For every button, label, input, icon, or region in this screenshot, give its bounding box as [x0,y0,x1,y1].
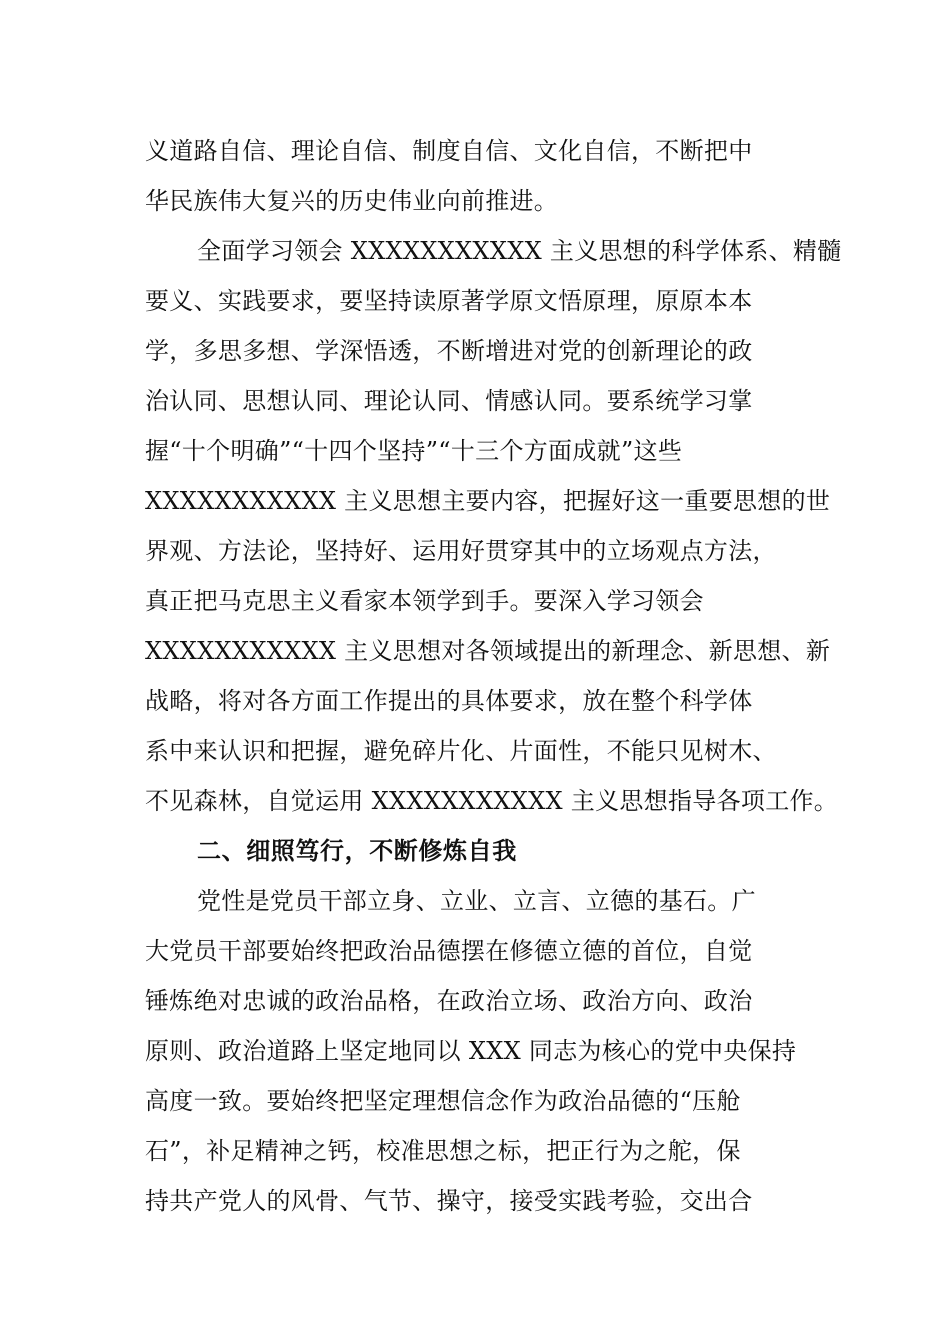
text-line: 锤炼绝对忠诚的政治品格，在政治立场、政治方向、政治 [145,987,753,1015]
text-line: 系中来认识和把握，避免碎片化、片面性，不能只见树木、 [145,737,777,765]
text-line: 大党员干部要始终把政治品德摆在修德立德的首位，自觉 [145,937,753,965]
text-line: 真正把马克思主义看家本领学到手。要深入学习领会 [145,587,704,615]
text-line: 不见森林，自觉运用 XXXXXXXXXXX 主义思想指导各项工作。 [145,787,839,815]
text-line: XXXXXXXXXXX 主义思想主要内容，把握好这一重要思想的世 [145,487,831,515]
text-line: 要义、实践要求，要坚持读原著学原文悟原理，原原本本 [145,287,753,315]
paragraph-first-line: 全面学习领会 XXXXXXXXXXX 主义思想的科学体系、精髓 [197,237,842,265]
text-line: 石”，补足精神之钙，校准思想之标，把正行为之舵，保 [145,1137,741,1165]
text-line: 持共产党人的风骨、气节、操守，接受实践考验，交出合 [145,1187,753,1215]
text-line: 握“十个明确”“十四个坚持”“十三个方面成就”这些 [145,437,683,465]
section-heading: 二、细照笃行，不断修炼自我 [197,836,517,865]
text-line: 界观、方法论，坚持好、运用好贯穿其中的立场观点方法， [145,537,777,565]
text-line: 华民族伟大复兴的历史伟业向前推进。 [145,187,559,215]
text-line: 义道路自信、理论自信、制度自信、文化自信，不断把中 [145,137,753,165]
text-line: 学，多思多想、学深悟透，不断增进对党的创新理论的政 [145,337,753,365]
text-line: 原则、政治道路上坚定地同以 XXX 同志为核心的党中央保持 [145,1037,797,1065]
text-line: XXXXXXXXXXX 主义思想对各领域提出的新理念、新思想、新 [145,637,831,665]
text-line: 战略，将对各方面工作提出的具体要求，放在整个科学体 [145,687,753,715]
text-line: 高度一致。要始终把坚定理想信念作为政治品德的“压舱 [145,1087,741,1115]
paragraph-first-line: 党性是党员干部立身、立业、立言、立德的基石。广 [197,887,756,915]
text-line: 治认同、思想认同、理论认同、情感认同。要系统学习掌 [145,387,753,415]
